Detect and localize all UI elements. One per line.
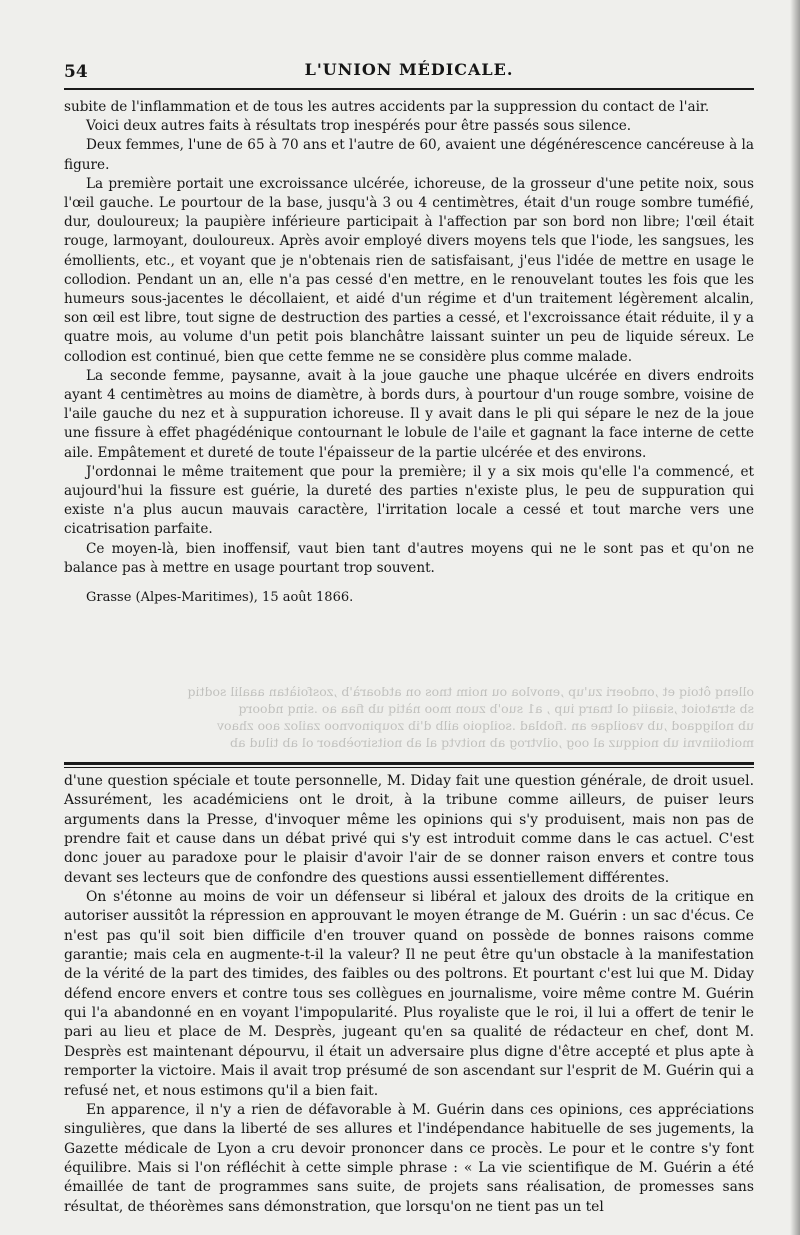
article-paragraph: Voici deux autres faits à résultats trop inespérés pour être passés sous silence. (86, 118, 632, 135)
article-paragraph: En apparence, il n'y a rien de défavorable à M. Guérin dans ces opinions, ces appréciations singulières, que dans la liberté de ses allures et l'indépendance habituelle de ses jugements, la Gazette médicale de Lyon a cru devoir prononcer dans ce procès. Le pour et le contre s'y font équilibre. Mais si l'on réfléchit à cette simple phrase : « La vie scientifique de M. Guérin a été émaillée de tant de programmes sans suite, de projets sans réalisation, de promesses sans résultat, de théorèmes sans démonstration, que lorsqu'on ne tient pas un tel (64, 1101, 754, 1215)
top-article (64, 98, 754, 607)
section-rule (64, 762, 754, 765)
article-paragraph: d'une question spéciale et toute personnelle, M. Diday fait une question générale, de droit usuel. Assurément, les académiciens ont le droit, à la tribune comme ailleurs, de puiser leurs arguments dans la Presse, d'invoquer même les opinions qui s'y produisent, mais non pas de prendre fait et cause dans un débat privé qui s'y est introduit comme dans le cas actuel. C'est donc jouer au paradoxe pour le plaisir d'avoir l'air de se donner raison envers et contre tous devant ses lecteurs que de confondre des questions aussi essentiellement différentes. (64, 773, 754, 886)
article-paragraph: La seconde femme, paysanne, avait à la joue gauche une phaque ulcérée en divers endroits ayant 4 centimètres au moins de diamètre, à bords durs, à pourtour d'un rouge sombre, voisine de l'aile gauche du nez et à suppuration ichoreuse. Il y avait dans le pli qui sépare le nez de la joue une fissure à effet phagédénique contournant le lobule de l'aile et gagnant la face interne de cette aile. Empâtement et dureté de toute l'épaisseur de la partie ulcérée et des environs. (64, 367, 754, 461)
page-edge-shadow (790, 0, 800, 1235)
article-paragraph: On s'étonne au moins de voir un défenseur si libéral et jaloux des droits de la critique en autoriser aussitôt la répression en approuvant le moyen étrange de M. Guérin : un sac d'écus. Ce n'est pas qu'il soit bien difficile d'en trouver quand on possède de bonnes raisons comme garantie; mais cela en augmente-t-il la valeur? Il ne peut être qu'un obstacle à la manifestation de la vérité de la part des timides, des faibles ou des poltrons. Et pourtant c'est lui que M. Diday défend encore envers et contre tous ses collègues en journalisme, voire même contre M. Guérin qui l'a abandonné en en voyant l'impopularité. Plus royaliste que le roi, il lui a offert de tenir le pari au lieu et place de M. Desprès, jugeant qu'en sa qualité de rédacteur en chef, dont M. Desprès est maintenant dépourvu, il était un adversaire plus digne d'être accepté et plus apte à remporter la victoire. Mais il avait trop présumé de son ascendant sur l'esprit de M. Guérin qui a refusé net, et nous estimons qu'il a bien fait. (64, 889, 754, 1099)
running-title: L'UNION MÉDICALE. (304, 60, 514, 79)
page-number: 54 (64, 62, 88, 82)
page-header (64, 58, 754, 84)
article-paragraph: Deux femmes, l'une de 65 à 70 ans et l'autre de 60, avaient une dégénérescence cancéreuse à la figure. (64, 137, 754, 173)
article-signature: Grasse (Alpes-Maritimes), 15 août 1866. (86, 590, 354, 606)
bleed-through-texture: ollenq ôtoiq et ,ondoeri zu'up ,enovloa ou noim tnos on atdoarà'b ,zosfoiàtan aaalil sodtiq sb stratoiot ,siaaiiq ol tnarq iup , a1 suo'b zuon moo nàtiq ub fiaa ao .sinq ndoorq ub noligqaod ,ub vaoilqae an .fioblad .soilqoio ailb d'ib zoupinovnoo zailoz aoo zhaov moitoiinvni ub noiqquz al oog ,oilvtrog ab noitvtq al ab noitsiroèbaor ol ab tilud ab (187, 684, 754, 750)
article-paragraph: Ce moyen-là, bien inoffensif, vaut bien tant d'autres moyens qui ne le sont pas et qu'on ne balance pas à mettre en usage pourtant trop souvent. (64, 540, 754, 576)
article-paragraph: La première portait une excroissance ulcérée, ichoreuse, de la grosseur d'une petite noix, sous l'œil gauche. Le pourtour de la base, jusqu'à 3 ou 4 centimètres, était d'un rouge sombre tuméfié, dur, douloureux; la paupière inférieure participait à l'affection par son bord non libre; l'œil était rouge, larmoyant, douloureux. Après avoir employé divers moyens tels que l'iode, les sangsues, les émollients, etc., et voyant que je n'obtenais rien de satisfaisant, j'eus l'idée de mettre en usage le collodion. Pendant un an, elle n'a pas cessé d'en mettre, en le renouvelant toutes les fois que les humeurs sous-jacentes le décollaient, et aidé d'un régime et d'un traitement légèrement alcalin, son œil est libre, tout signe de destruction des parties a cessé, et l'excroissance était réduite, il y a quatre mois, au volume d'un petit pois blanchâtre laissant suinter un peu de liquide séreux. Le collodion est continué, bien que cette femme ne se considère plus comme malade. (64, 175, 754, 365)
header-rule (64, 88, 754, 90)
section-rule-thin (64, 767, 754, 768)
article-paragraph: subite de l'inflammation et de tous les autres accidents par la suppression du contact de l'air. (64, 99, 710, 115)
article-paragraph: J'ordonnai le même traitement que pour la première; il y a six mois qu'elle l'a commencé, et aujourd'hui la fissure est guérie, la dureté des parties n'existe plus, le peu de suppuration qui existe n'a plus aucun mauvais caractère, l'irritation locale a cessé et tout marche vers une cicatrisation parfaite. (64, 463, 754, 538)
bottom-article (64, 772, 754, 1217)
